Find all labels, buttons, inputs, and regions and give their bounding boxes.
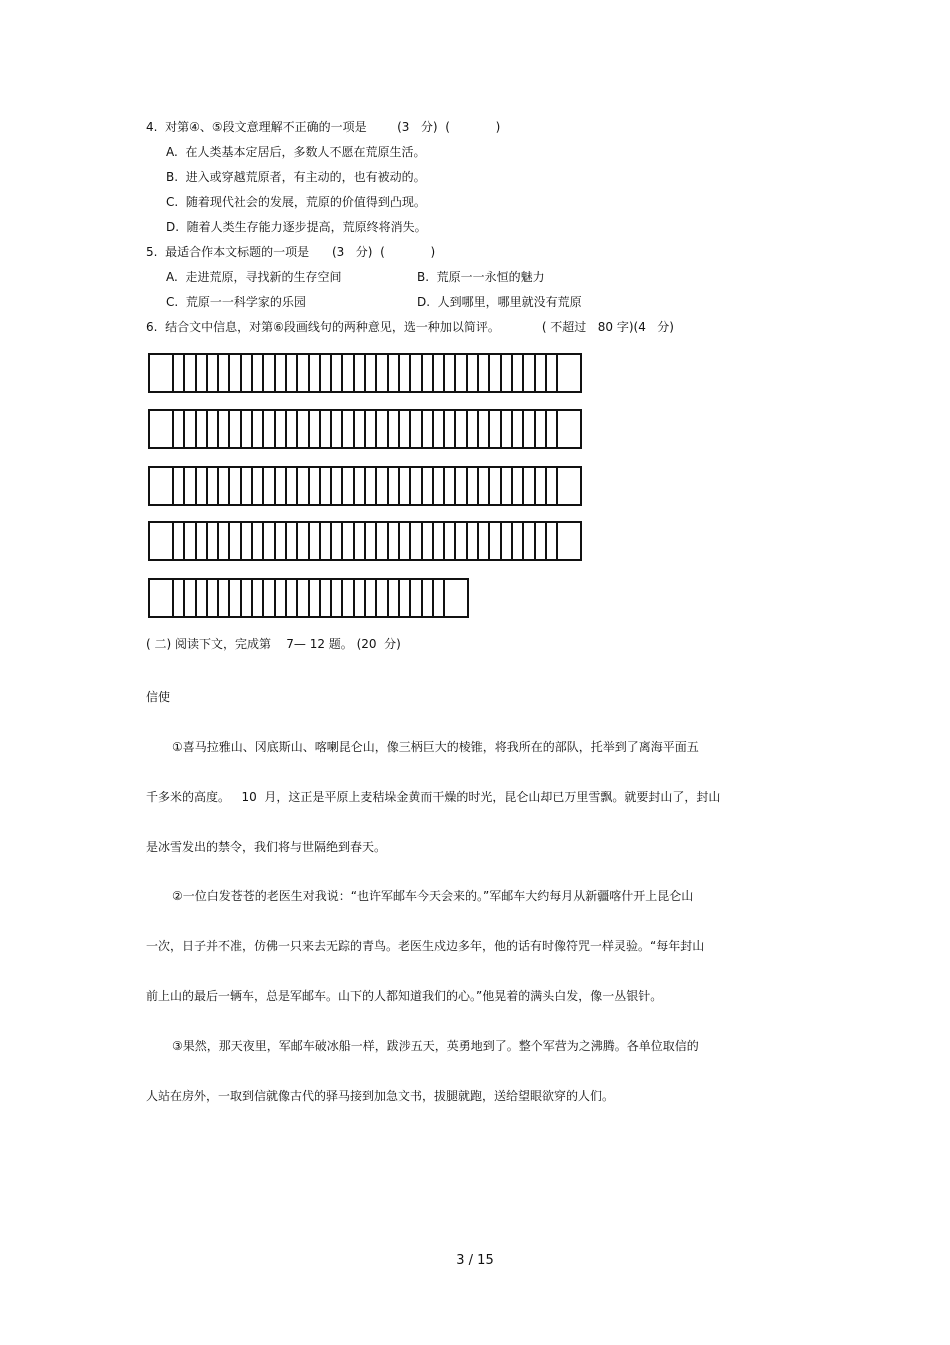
paragraph-2-line-3: 前上山的最后一辆车，总是军邮车。山下的人都知道我们的心。”他晃着的满头白发，像一丛银针。 [146,989,663,1003]
page-number: 3 / 15 [456,1253,494,1268]
q5-option-c: C. 荒原一一科学家的乐园 [166,295,306,309]
q5-option-d: D. 人到哪里，哪里就没有荒原 [417,295,582,309]
q4-stem: 4. 对第④、⑤段文意理解不正确的一项是 (3 分) ( ) [146,120,501,134]
paragraph-1-line-1: ①喜马拉雅山、冈底斯山、喀喇昆仑山，像三柄巨大的棱锥，将我所在的部队，托举到了离海平面五 [172,740,699,754]
answer-grid-cell[interactable] [148,409,174,449]
paragraph-2-line-1: ②一位白发苍苍的老医生对我说：“也许军邮车今天会来的。”军邮车大约每月从新疆喀什开上昆仑山 [172,889,694,903]
paragraph-1-line-3: 是冰雪发出的禁令，我们将与世隔绝到春天。 [146,840,387,854]
answer-grid-row[interactable] [148,578,467,620]
answer-grid-row[interactable] [148,353,580,395]
q5-option-a: A. 走进荒原，寻找新的生存空间 [166,270,342,284]
answer-grid-row[interactable] [148,409,580,451]
q4-option-d: D. 随着人类生存能力逐步提高，荒原终将消失。 [166,220,427,234]
q6-stem: 6. 结合文中信息，对第⑥段画线句的两种意见，选一种加以简评。 ( 不超过 80 字)(4 分) [146,320,674,334]
answer-grid-cell[interactable] [443,578,469,618]
q5-option-b: B. 荒原一一永恒的魅力 [417,270,545,284]
q4-option-a: A. 在人类基本定居后，多数人不愿在荒原生活。 [166,145,426,159]
answer-grid-cell[interactable] [148,353,174,393]
paragraph-3-line-2: 人站在房外，一取到信就像古代的驿马接到加急文书，拔腿就跑，送给望眼欲穿的人们。 [146,1089,615,1103]
answer-grid-cell[interactable] [556,409,582,449]
answer-grid-cell[interactable] [556,521,582,561]
q5-stem: 5. 最适合作本文标题的一项是 (3 分) ( ) [146,245,436,259]
answer-grid-cell[interactable] [556,466,582,506]
section-heading: ( 二) 阅读下文，完成第 7— 12 题。 (20 分) [146,637,401,651]
answer-grid-row[interactable] [148,521,580,563]
article-title: 信使 [146,690,171,704]
answer-grid-cell[interactable] [148,466,174,506]
paragraph-3-line-1: ③果然，那天夜里，军邮车破冰船一样，跋涉五天，英勇地到了。整个军营为之沸腾。各单位取信的 [172,1039,699,1053]
answer-grid-cell[interactable] [148,578,174,618]
answer-grid-cell[interactable] [148,521,174,561]
answer-grid-cell[interactable] [556,353,582,393]
paragraph-2-line-2: 一次，日子并不准，仿佛一只来去无踪的青鸟。老医生戍边多年，他的话有时像符咒一样灵验。“每年封山 [146,939,705,953]
paragraph-1-line-2: 千多米的高度。 10 月，这正是平原上麦秸垛金黄而干燥的时光，昆仑山却已万里雪飘。就要封山了，封山 [146,790,721,804]
answer-grid-row[interactable] [148,466,580,508]
q4-option-c: C. 随着现代社会的发展，荒原的价值得到凸现。 [166,195,426,209]
q4-option-b: B. 进入或穿越荒原者，有主动的，也有被动的。 [166,170,426,184]
